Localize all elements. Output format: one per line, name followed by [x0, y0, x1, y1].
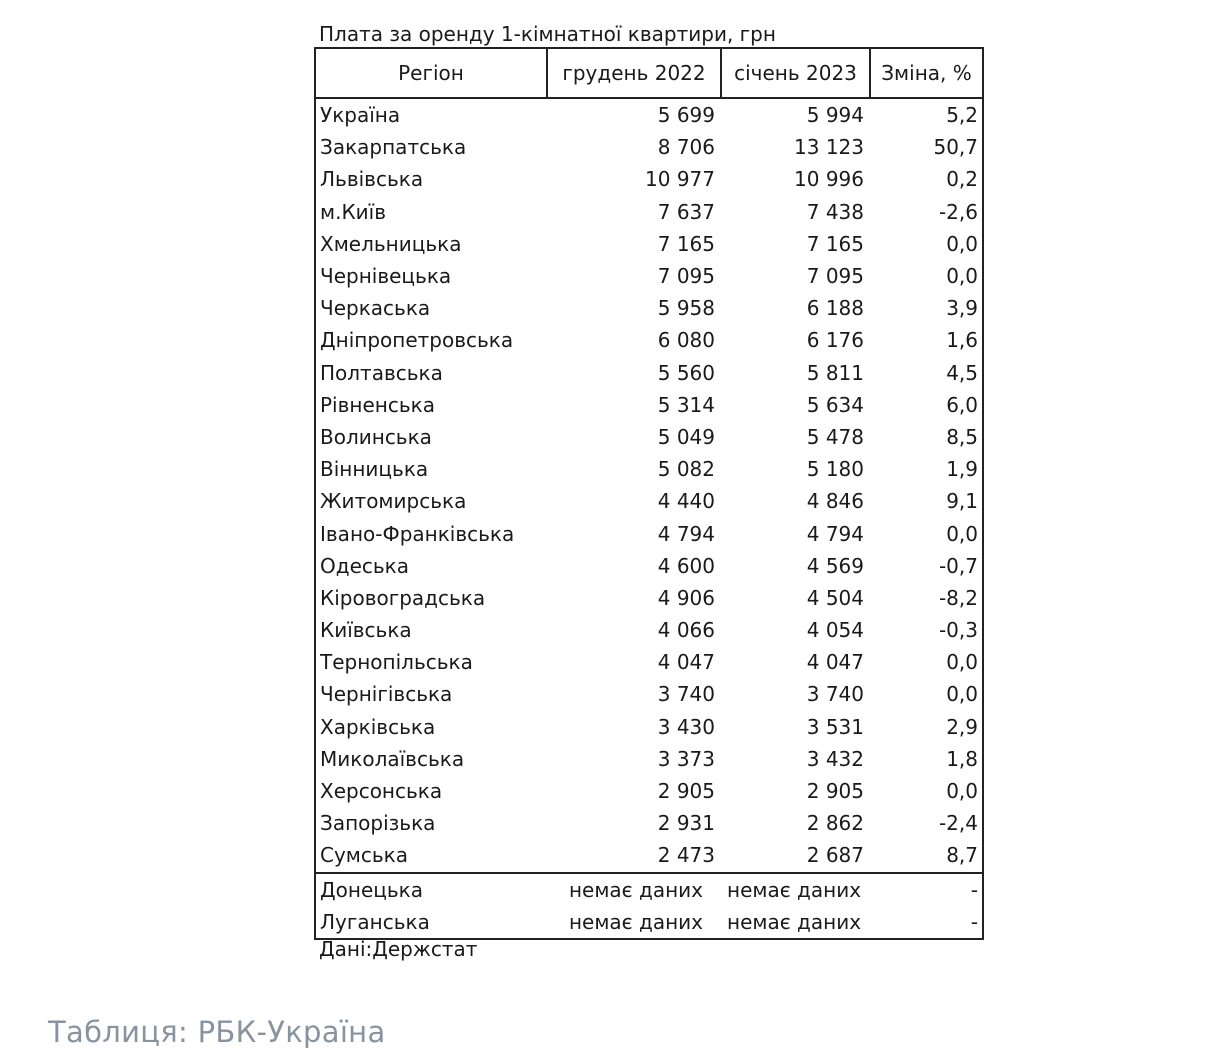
cell-change-percent: 0,0 [870, 517, 983, 549]
cell-region: Донецька [315, 873, 547, 906]
cell-january-2023: 2 687 [721, 839, 870, 872]
header-change-percent: Зміна, % [870, 48, 983, 98]
table-row [315, 775, 983, 807]
cell-change-percent: -0,3 [870, 614, 983, 646]
cell-region: Івано-Франківська [315, 517, 547, 549]
table-row [315, 839, 983, 872]
rent-table [314, 47, 984, 940]
cell-change-percent: 0,0 [870, 646, 983, 678]
cell-december-2022: 2 905 [657, 779, 715, 804]
cell-january-2023: 4 569 [806, 553, 864, 578]
data-source: Дані:Держстат [319, 937, 478, 961]
cell-region: Херсонська [315, 775, 547, 807]
cell-january-2023: немає даних [727, 877, 862, 902]
cell-december-2022: 5 560 [657, 360, 715, 385]
cell-region: Харківська [315, 711, 547, 743]
cell-january-2023: 7 095 [806, 264, 864, 289]
cell-january-2023: 10 996 [794, 167, 864, 192]
cell-region: Запорізька [315, 807, 547, 839]
cell-december-2022: 4 047 [657, 650, 715, 675]
cell-december-2022: 7 637 [657, 199, 715, 224]
cell-january-2023: 4 794 [806, 521, 864, 546]
header-december-2022: грудень 2022 [547, 48, 721, 98]
cell-january-2023: 3 432 [806, 746, 864, 771]
cell-region: Одеська [315, 550, 547, 582]
cell-region: Сумська [315, 839, 547, 872]
table-row [315, 260, 983, 292]
cell-december-2022: 5 049 [657, 424, 715, 449]
cell-january-2023: 5 478 [806, 424, 864, 449]
cell-change-percent: -8,2 [870, 582, 983, 614]
cell-december-2022: 10 977 [645, 167, 715, 192]
cell-region: Луганська [315, 906, 547, 939]
cell-december-2022: 5 958 [657, 296, 715, 321]
cell-change-percent: - [870, 873, 983, 906]
cell-change-percent: 5,2 [870, 98, 983, 131]
cell-change-percent: 0,0 [870, 260, 983, 292]
cell-january-2023: 6 188 [806, 296, 864, 321]
cell-change-percent: 0,0 [870, 228, 983, 260]
cell-region: Чернівецька [315, 260, 547, 292]
cell-december-2022: 6 080 [657, 328, 715, 353]
cell-december-2022: 4 794 [657, 521, 715, 546]
table-row [315, 292, 983, 324]
table-row [315, 550, 983, 582]
cell-change-percent: 2,9 [870, 711, 983, 743]
cell-change-percent: 3,9 [870, 292, 983, 324]
table-row [315, 743, 983, 775]
cell-change-percent: 1,6 [870, 324, 983, 356]
cell-change-percent: -0,7 [870, 550, 983, 582]
table-row [315, 228, 983, 260]
cell-change-percent: -2,6 [870, 196, 983, 228]
cell-january-2023: 4 054 [806, 618, 864, 643]
cell-change-percent: 8,5 [870, 421, 983, 453]
cell-change-percent: 9,1 [870, 485, 983, 517]
table-row [315, 646, 983, 678]
cell-december-2022: 2 931 [657, 811, 715, 836]
table-row-no-data [315, 873, 983, 906]
header-region: Регіон [315, 48, 547, 98]
cell-change-percent: - [870, 906, 983, 939]
cell-region: Тернопільська [315, 646, 547, 678]
table-row [315, 131, 983, 163]
cell-region: Вінницька [315, 453, 547, 485]
cell-region: Рівненська [315, 389, 547, 421]
cell-region: м.Київ [315, 196, 547, 228]
cell-december-2022: 7 165 [657, 231, 715, 256]
cell-january-2023: 7 165 [806, 231, 864, 256]
cell-december-2022: 8 706 [657, 135, 715, 160]
cell-change-percent: -2,4 [870, 807, 983, 839]
table-row [315, 614, 983, 646]
cell-december-2022: 5 314 [657, 392, 715, 417]
cell-region: Миколаївська [315, 743, 547, 775]
cell-change-percent: 8,7 [870, 839, 983, 872]
cell-change-percent: 50,7 [870, 131, 983, 163]
table-row [315, 357, 983, 389]
cell-december-2022: 2 473 [547, 839, 721, 872]
cell-december-2022: 5 699 [657, 103, 715, 128]
cell-change-percent: 4,5 [870, 357, 983, 389]
table-row [315, 324, 983, 356]
table-row [315, 453, 983, 485]
cell-region: Черкаська [315, 292, 547, 324]
cell-region: Київська [315, 614, 547, 646]
cell-january-2023: 6 176 [806, 328, 864, 353]
cell-change-percent: 0,0 [870, 775, 983, 807]
cell-january-2023: 3 531 [806, 714, 864, 739]
cell-december-2022: 7 095 [657, 264, 715, 289]
cell-december-2022: 3 430 [657, 714, 715, 739]
table-header-row [315, 48, 983, 98]
cell-january-2023: 5 994 [806, 103, 864, 128]
cell-region: Житомирська [315, 485, 547, 517]
cell-change-percent: 1,8 [870, 743, 983, 775]
cell-region: Кіровоградська [315, 582, 547, 614]
cell-december-2022: немає даних [547, 906, 721, 939]
cell-december-2022: 5 082 [657, 457, 715, 482]
header-january-2023: січень 2023 [721, 48, 870, 98]
cell-december-2022: 4 906 [657, 585, 715, 610]
cell-change-percent: 0,0 [870, 678, 983, 710]
table-row [315, 517, 983, 549]
cell-region: Хмельницька [315, 228, 547, 260]
cell-december-2022: 4 600 [657, 553, 715, 578]
table-row [315, 485, 983, 517]
cell-january-2023: 3 740 [806, 682, 864, 707]
cell-january-2023: 2 862 [806, 811, 864, 836]
cell-january-2023: 2 905 [806, 779, 864, 804]
cell-change-percent: 1,9 [870, 453, 983, 485]
table-row [315, 163, 983, 195]
cell-december-2022: 3 373 [657, 746, 715, 771]
cell-january-2023: 4 504 [806, 585, 864, 610]
table-row [315, 389, 983, 421]
cell-region: Чернігівська [315, 678, 547, 710]
cell-december-2022: 4 066 [657, 618, 715, 643]
table-row [315, 711, 983, 743]
cell-january-2023: 7 438 [806, 199, 864, 224]
cell-january-2023: немає даних [721, 906, 870, 939]
cell-january-2023: 5 180 [806, 457, 864, 482]
cell-december-2022: 4 440 [657, 489, 715, 514]
cell-region: Дніпропетровська [315, 324, 547, 356]
cell-december-2022: немає даних [568, 877, 703, 902]
table-caption: Плата за оренду 1-кімнатної квартири, грн [319, 22, 776, 46]
table-row [315, 98, 983, 131]
table-row [315, 807, 983, 839]
cell-region: Волинська [315, 421, 547, 453]
cell-january-2023: 5 634 [806, 392, 864, 417]
table-row-no-data [315, 906, 983, 939]
table-row [315, 678, 983, 710]
cell-january-2023: 4 846 [806, 489, 864, 514]
cell-region: Україна [315, 98, 547, 131]
cell-region: Полтавська [315, 357, 547, 389]
cell-january-2023: 13 123 [794, 135, 864, 160]
cell-region: Львівська [315, 163, 547, 195]
cell-january-2023: 4 047 [806, 650, 864, 675]
table-row [315, 196, 983, 228]
cell-december-2022: 3 740 [657, 682, 715, 707]
cell-change-percent: 6,0 [870, 389, 983, 421]
cell-january-2023: 5 811 [806, 360, 864, 385]
table-credit: Таблиця: РБК-Україна [48, 1015, 386, 1049]
cell-region: Закарпатська [315, 131, 547, 163]
cell-change-percent: 0,2 [870, 163, 983, 195]
table-row [315, 582, 983, 614]
table-row [315, 421, 983, 453]
